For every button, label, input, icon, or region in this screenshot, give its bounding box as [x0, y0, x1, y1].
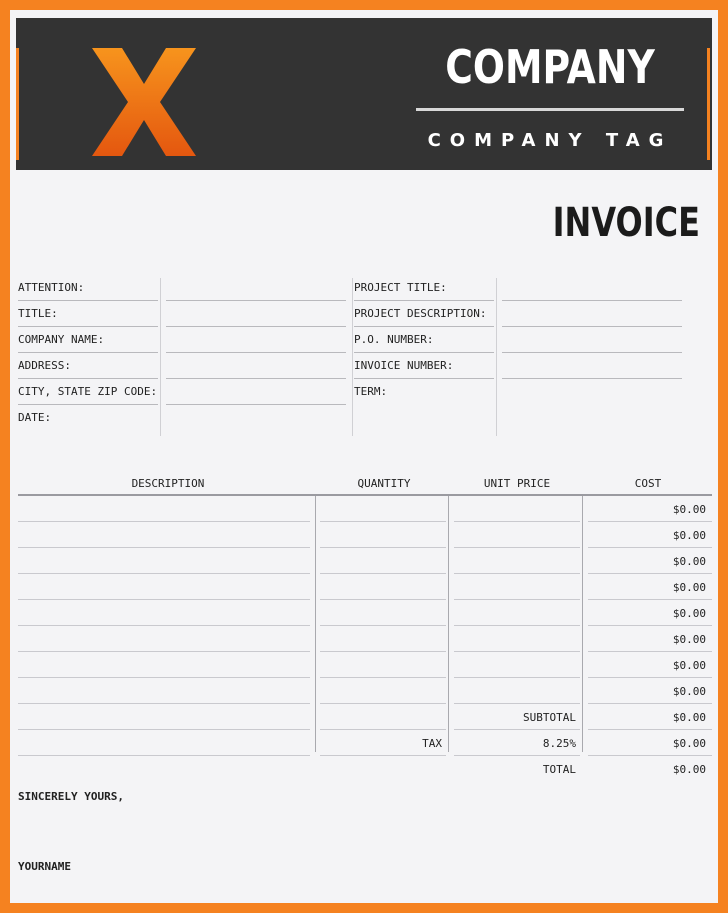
quantity-header: QUANTITY: [357, 477, 411, 490]
description-cell[interactable]: [18, 496, 310, 522]
tax-label-cell: [320, 730, 446, 756]
logo-x-icon: [88, 44, 200, 160]
description-cell[interactable]: [18, 652, 310, 678]
line-items-table: [18, 496, 712, 782]
unit-price-cell[interactable]: [454, 522, 580, 548]
cost-cell[interactable]: [588, 678, 712, 704]
description-cell[interactable]: [18, 574, 310, 600]
total-label-cell: [454, 756, 580, 782]
info-row-address: [18, 354, 348, 380]
company-name-field[interactable]: [166, 352, 346, 353]
table-row: [18, 626, 712, 652]
description-cell[interactable]: [18, 600, 310, 626]
cost-value: $0.00: [672, 659, 706, 672]
field-rule: [18, 352, 158, 353]
cost-value: $0.00: [672, 503, 706, 516]
unit-price-cell[interactable]: [454, 600, 580, 626]
description-cell: [18, 704, 310, 730]
unit-price-cell[interactable]: [454, 574, 580, 600]
unit-price-cell[interactable]: [454, 652, 580, 678]
company-tag: COMPANY TAG: [427, 130, 673, 151]
invoice-number-field[interactable]: [502, 378, 682, 379]
company-logo: [88, 44, 200, 160]
cost-value: $0.00: [672, 633, 706, 646]
cost-cell[interactable]: [588, 600, 712, 626]
line-items-header: [18, 472, 712, 494]
field-rule: [354, 300, 494, 301]
attention-field[interactable]: [166, 300, 346, 301]
description-header: DESCRIPTION: [131, 477, 205, 490]
quantity-cell[interactable]: [320, 574, 446, 600]
quantity-cell[interactable]: [320, 522, 446, 548]
subtotal-label-cell: [454, 704, 580, 730]
tax-label: TAX: [422, 737, 442, 750]
description-cell: [18, 730, 310, 756]
quantity-cell[interactable]: [320, 626, 446, 652]
invoice-page: [10, 10, 718, 903]
unit-price-cell[interactable]: [454, 626, 580, 652]
unit-price-header: UNIT PRICE: [483, 477, 551, 490]
cost-cell[interactable]: [588, 496, 712, 522]
cost-cell[interactable]: [588, 574, 712, 600]
signature-name: YOURNAME: [18, 860, 71, 873]
unit-price-cell[interactable]: [454, 678, 580, 704]
total-label: TOTAL: [542, 763, 576, 776]
table-row: [18, 600, 712, 626]
project-title-label: PROJECT TITLE:: [354, 281, 447, 294]
quantity-cell[interactable]: [320, 652, 446, 678]
header-banner: [16, 18, 712, 170]
tax-rate-cell[interactable]: [454, 730, 580, 756]
field-rule: [18, 300, 158, 301]
cost-value: $0.00: [672, 555, 706, 568]
description-cell[interactable]: [18, 626, 310, 652]
column-divider: [582, 496, 583, 752]
cost-cell[interactable]: [588, 652, 712, 678]
cost-value: $0.00: [672, 685, 706, 698]
quantity-cell: [320, 704, 446, 730]
po-number-label: P.O. NUMBER:: [354, 333, 434, 346]
quantity-cell[interactable]: [320, 548, 446, 574]
field-rule: [354, 378, 494, 379]
document-title: INVOICE: [552, 200, 700, 246]
cost-value: $0.00: [672, 581, 706, 594]
info-row-invoice-number: [354, 354, 684, 380]
column-divider: [448, 496, 449, 752]
subtotal-value: $0.00: [672, 711, 706, 724]
cost-header: COST: [634, 477, 662, 490]
city-state-zip-label: CITY, STATE ZIP CODE:: [18, 385, 158, 398]
subtotal-row: [18, 704, 712, 730]
info-row-date: [18, 406, 348, 432]
city-state-zip-field[interactable]: [166, 404, 346, 405]
field-rule: [18, 378, 158, 379]
table-row: [18, 652, 712, 678]
info-row-term: [354, 380, 684, 406]
banner-accent-right: [707, 48, 710, 160]
table-row: [18, 548, 712, 574]
info-column-divider: [160, 278, 161, 436]
quantity-cell[interactable]: [320, 496, 446, 522]
total-row: [18, 756, 712, 782]
table-row: [18, 574, 712, 600]
info-row-po-number: [354, 328, 684, 354]
title-label: TITLE:: [18, 307, 58, 320]
total-value: $0.00: [672, 763, 706, 776]
tax-rate: 8.25%: [542, 737, 576, 750]
table-row: [18, 522, 712, 548]
company-name: COMPANY: [445, 40, 655, 94]
cost-cell[interactable]: [588, 548, 712, 574]
column-divider: [315, 496, 316, 752]
closing-text: SINCERELY YOURS,: [18, 790, 124, 803]
invoice-number-label: INVOICE NUMBER:: [354, 359, 454, 372]
table-row: [18, 496, 712, 522]
attention-label: ATTENTION:: [18, 281, 85, 294]
project-description-field[interactable]: [502, 326, 682, 327]
info-row-company-name: [18, 328, 348, 354]
address-label: ADDRESS:: [18, 359, 71, 372]
cost-cell[interactable]: [588, 626, 712, 652]
project-info-block: [354, 276, 684, 406]
description-cell[interactable]: [18, 522, 310, 548]
quantity-cell[interactable]: [320, 600, 446, 626]
info-row-project-description: [354, 302, 684, 328]
po-number-field[interactable]: [502, 352, 682, 353]
project-description-label: PROJECT DESCRIPTION:: [354, 307, 487, 320]
project-title-field[interactable]: [502, 300, 682, 301]
description-cell[interactable]: [18, 548, 310, 574]
unit-price-cell[interactable]: [454, 548, 580, 574]
cost-value: $0.00: [672, 529, 706, 542]
field-rule: [354, 352, 494, 353]
title-field[interactable]: [166, 326, 346, 327]
info-row-project-title: [354, 276, 684, 302]
cost-value: $0.00: [672, 607, 706, 620]
tax-row: [18, 730, 712, 756]
unit-price-cell[interactable]: [454, 496, 580, 522]
date-label: DATE:: [18, 411, 52, 424]
info-row-title: [18, 302, 348, 328]
subtotal-label: SUBTOTAL: [523, 711, 576, 724]
info-column-divider: [352, 278, 353, 436]
address-field[interactable]: [166, 378, 346, 379]
field-rule: [18, 326, 158, 327]
info-row-city: [18, 380, 348, 406]
company-name-label: COMPANY NAME:: [18, 333, 105, 346]
tax-value-cell: [588, 730, 712, 756]
cost-cell[interactable]: [588, 522, 712, 548]
total-value-cell: [588, 756, 712, 782]
tax-value: $0.00: [672, 737, 706, 750]
banner-divider: [416, 108, 684, 111]
description-cell[interactable]: [18, 678, 310, 704]
info-column-divider: [496, 278, 497, 436]
client-info-block: [18, 276, 348, 432]
field-rule: [18, 404, 158, 405]
banner-accent-left: [16, 48, 19, 160]
table-row: [18, 678, 712, 704]
term-label: TERM:: [354, 385, 388, 398]
info-row-attention: [18, 276, 348, 302]
field-rule: [354, 326, 494, 327]
quantity-cell[interactable]: [320, 678, 446, 704]
subtotal-value-cell: [588, 704, 712, 730]
